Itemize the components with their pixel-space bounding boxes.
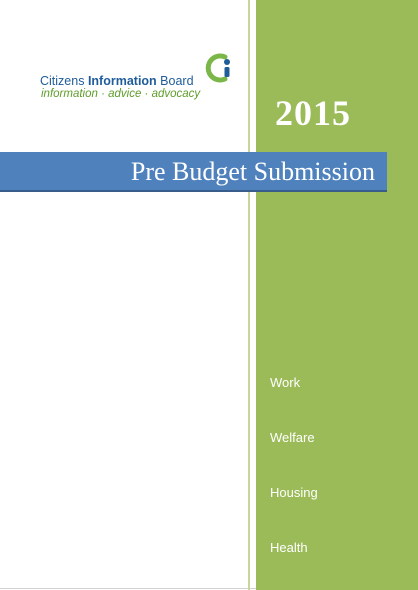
cover-title: Pre Budget Submission xyxy=(130,157,375,186)
topic-item-health: Health xyxy=(270,540,308,555)
logo-tagline: information · advice · advocacy xyxy=(41,88,201,100)
citizens-information-board-logo xyxy=(40,52,240,104)
logo-name-part1: Citizens xyxy=(40,74,88,88)
logo-name-part3: Board xyxy=(156,74,194,88)
ci-logo-icon xyxy=(204,52,236,84)
logo-name-part2: Information xyxy=(87,74,157,88)
topic-item-housing: Housing xyxy=(270,485,318,500)
topic-item-welfare: Welfare xyxy=(270,430,315,445)
right-green-panel xyxy=(256,0,418,590)
topic-item-work: Work xyxy=(270,375,301,390)
cover-year: 2015 xyxy=(275,93,351,133)
panel-divider-line xyxy=(248,0,250,590)
title-banner xyxy=(0,152,387,192)
logo-name xyxy=(40,74,194,88)
